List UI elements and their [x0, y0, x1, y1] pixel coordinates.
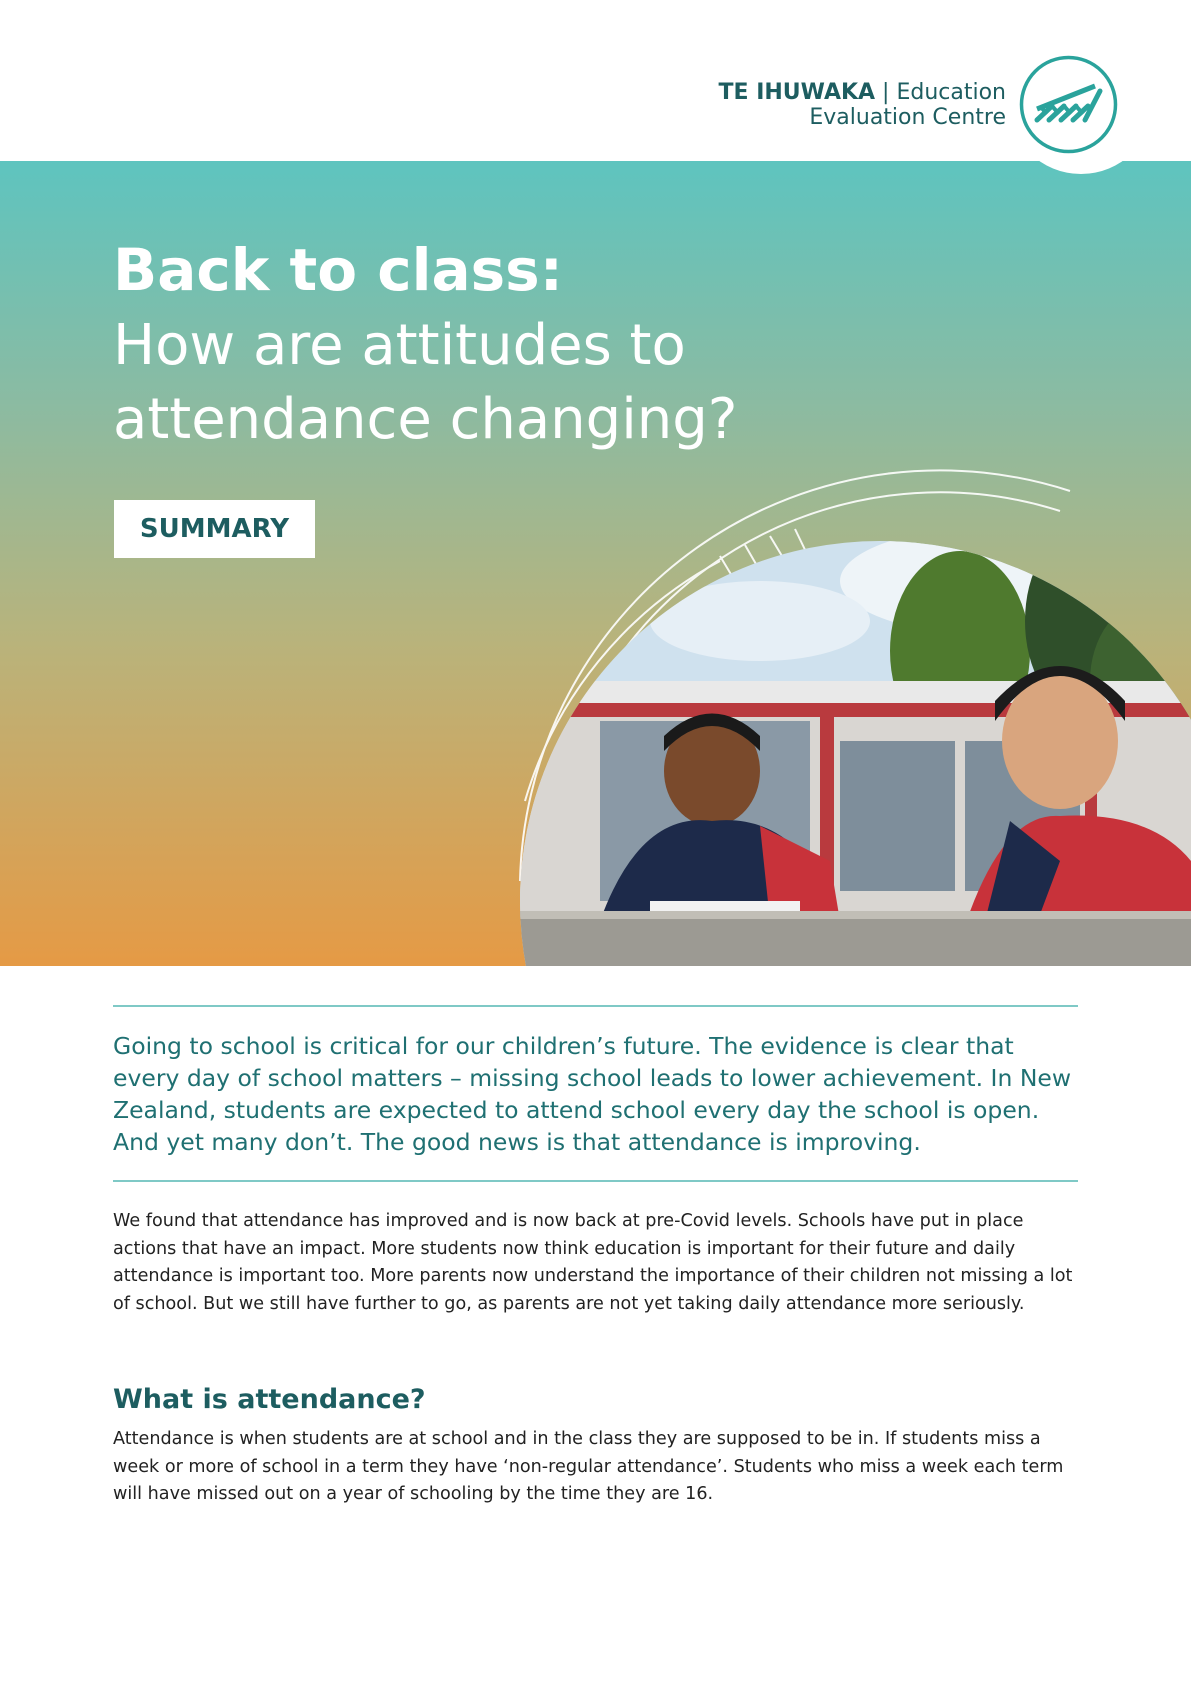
brand-secondary: Education	[896, 80, 1006, 105]
brand-line2: Evaluation Centre	[809, 105, 1006, 130]
intro-paragraph: Going to school is critical for our children’s future. The evidence is clear that every day of school matters – missing school leads to lower achievement. In New Zealand, students are expected to attend school every day the school is open. And yet many don’t. The good news is that attendance is improving.	[113, 1032, 1072, 1156]
ero-logo-icon	[1017, 53, 1120, 156]
divider-top	[113, 1005, 1078, 1007]
section-body: Attendance is when students are at school and in the class they are supposed to be in. If students miss a week or more of school in a term they have ‘non-regular attendance’. Students who miss a week each term will have missed out on a year of schooling by the time they are 16.	[113, 1429, 1064, 1504]
findings-paragraph: We found that attendance has improved and is now back at pre-Covid levels. Schools have put in place actions that have an impact. More students now think education is important for their future and daily attendance is important too. More parents now understand the importance of their children not missing a lot of school. But we still have further to go, as parents are not yet taking daily attendance more seriously.	[113, 1211, 1073, 1314]
divider-bottom	[113, 1180, 1078, 1182]
brand-primary: TE IHUWAKA	[718, 80, 876, 105]
hero-banner	[0, 161, 1191, 966]
summary-badge: SUMMARY	[114, 500, 315, 558]
brand-separator: |	[875, 80, 897, 105]
section-heading: What is attendance?	[113, 1384, 426, 1415]
title-line2: How are attitudes to attendance changing?	[113, 313, 738, 452]
title-line1: Back to class:	[113, 236, 563, 304]
brand-wordmark	[719, 80, 1006, 130]
students-laughing-photo	[500, 521, 1191, 966]
